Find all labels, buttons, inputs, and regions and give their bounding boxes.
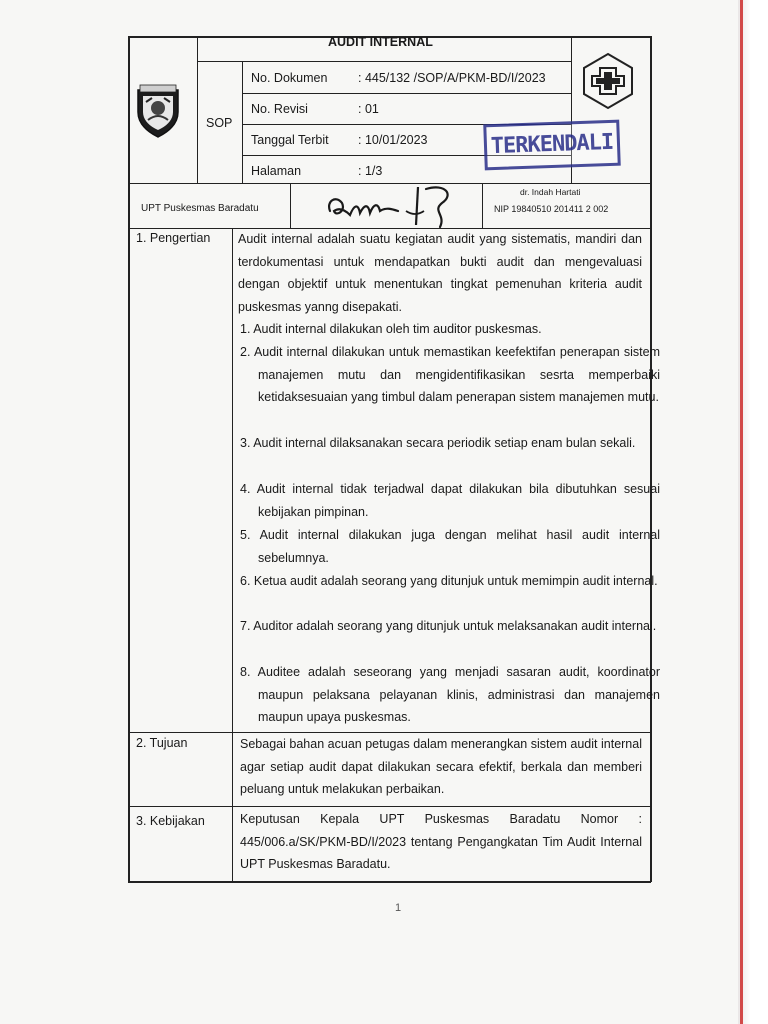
list-item-text: 3. Audit internal dilaksanakan secara periodik setiap enam bulan sekali. [240, 436, 636, 450]
field-value-no-dokumen: : 445/132 /SOP/A/PKM-BD/I/2023 [358, 71, 546, 85]
field-label-no-dokumen: No. Dokumen [251, 71, 328, 85]
list-item-text: 5. Audit internal dilakukan juga dengan melihat hasil audit internal sebelumnya. [240, 528, 660, 565]
tujuan-body: Sebagai bahan acuan petugas dalam menerangkan sistem audit internal agar setiap audit dapat dilakukan secara efektif, berkala dan memberi peluang untuk melakukan perbaikan. [240, 737, 642, 797]
list-item-text: 2. Audit internal dilakukan untuk memastikan keefektifan penerapan sistem manajemen mutu dan mengidentifikasikan sesrta memperbaiki ketidaksesuaian yang timbul dalam penerapan sistem manajemen mutu. [240, 345, 660, 405]
institution-name: UPT Puskesmas Baradatu [141, 203, 259, 214]
list-item [240, 615, 660, 638]
pengertian-intro: Audit internal adalah suatu kegiatan audit yang sistematis, mandiri dan terdokumentasi untuk mendapatkan bukti audit dan mengevaluasi dengan objektif untuk menentukan tingkat pemenuhan kriteria audit puskesmas yanng disepakati. [238, 232, 642, 314]
signer-nip: NIP 19840510 201411 2 002 [494, 204, 609, 214]
list-item [240, 478, 660, 523]
controlled-document-stamp: TERKENDALI [483, 120, 621, 171]
list-item [240, 661, 660, 729]
section-label-tujuan: 2. Tujuan [136, 736, 188, 750]
list-item [240, 432, 660, 455]
page-edge-margin-line [738, 0, 768, 1024]
signer-name: dr. Indah Hartati [520, 187, 581, 197]
field-value-halaman: : 1/3 [358, 164, 383, 178]
list-item-text: 6. Ketua audit adalah seorang yang ditunjuk untuk memimpin audit internal. [240, 574, 658, 588]
document-title: AUDIT INTERNAL [328, 35, 433, 49]
field-label-no-revisi: No. Revisi [251, 102, 308, 116]
field-label-halaman: Halaman [251, 164, 302, 178]
list-item-text: 7. Auditor adalah seorang yang ditunjuk untuk melaksanakan audit internal. [240, 619, 657, 633]
health-service-logo [580, 52, 636, 115]
handwritten-signature [322, 181, 472, 234]
list-item [240, 341, 660, 409]
doc-type-label: SOP [206, 116, 233, 130]
kebijakan-body: Keputusan Kepala UPT Puskesmas Baradatu Nomor : 445/006.a/SK/PKM-BD/I/2023 tentang Pengangkatan Tim Audit Internal UPT Puskesmas Baradatu. [240, 812, 642, 872]
list-item [240, 570, 660, 593]
field-value-no-revisi: : 01 [358, 102, 379, 116]
field-value-tanggal-terbit: : 10/01/2023 [358, 133, 428, 147]
section-label-kebijakan: 3. Kebijakan [136, 814, 205, 828]
list-item-text: 8. Auditee adalah seseorang yang menjadi sasaran audit, koordinator maupun pelaksana pelayanan klinis, administrasi dan manajemen maupun upaya puskesmas. [240, 665, 660, 725]
list-item-text: 4. Audit internal tidak terjadwal dapat dilakukan bila dibutuhkan sesuai kebijakan pimpinan. [240, 482, 660, 519]
regency-emblem-logo [134, 82, 182, 143]
field-label-tanggal-terbit: Tanggal Terbit [251, 133, 329, 147]
page-number: 1 [395, 902, 402, 914]
list-item: 1. Audit internal dilakukan oleh tim auditor puskesmas. [240, 322, 542, 336]
section-label-pengertian: 1. Pengertian [136, 231, 211, 245]
list-item [240, 524, 660, 569]
